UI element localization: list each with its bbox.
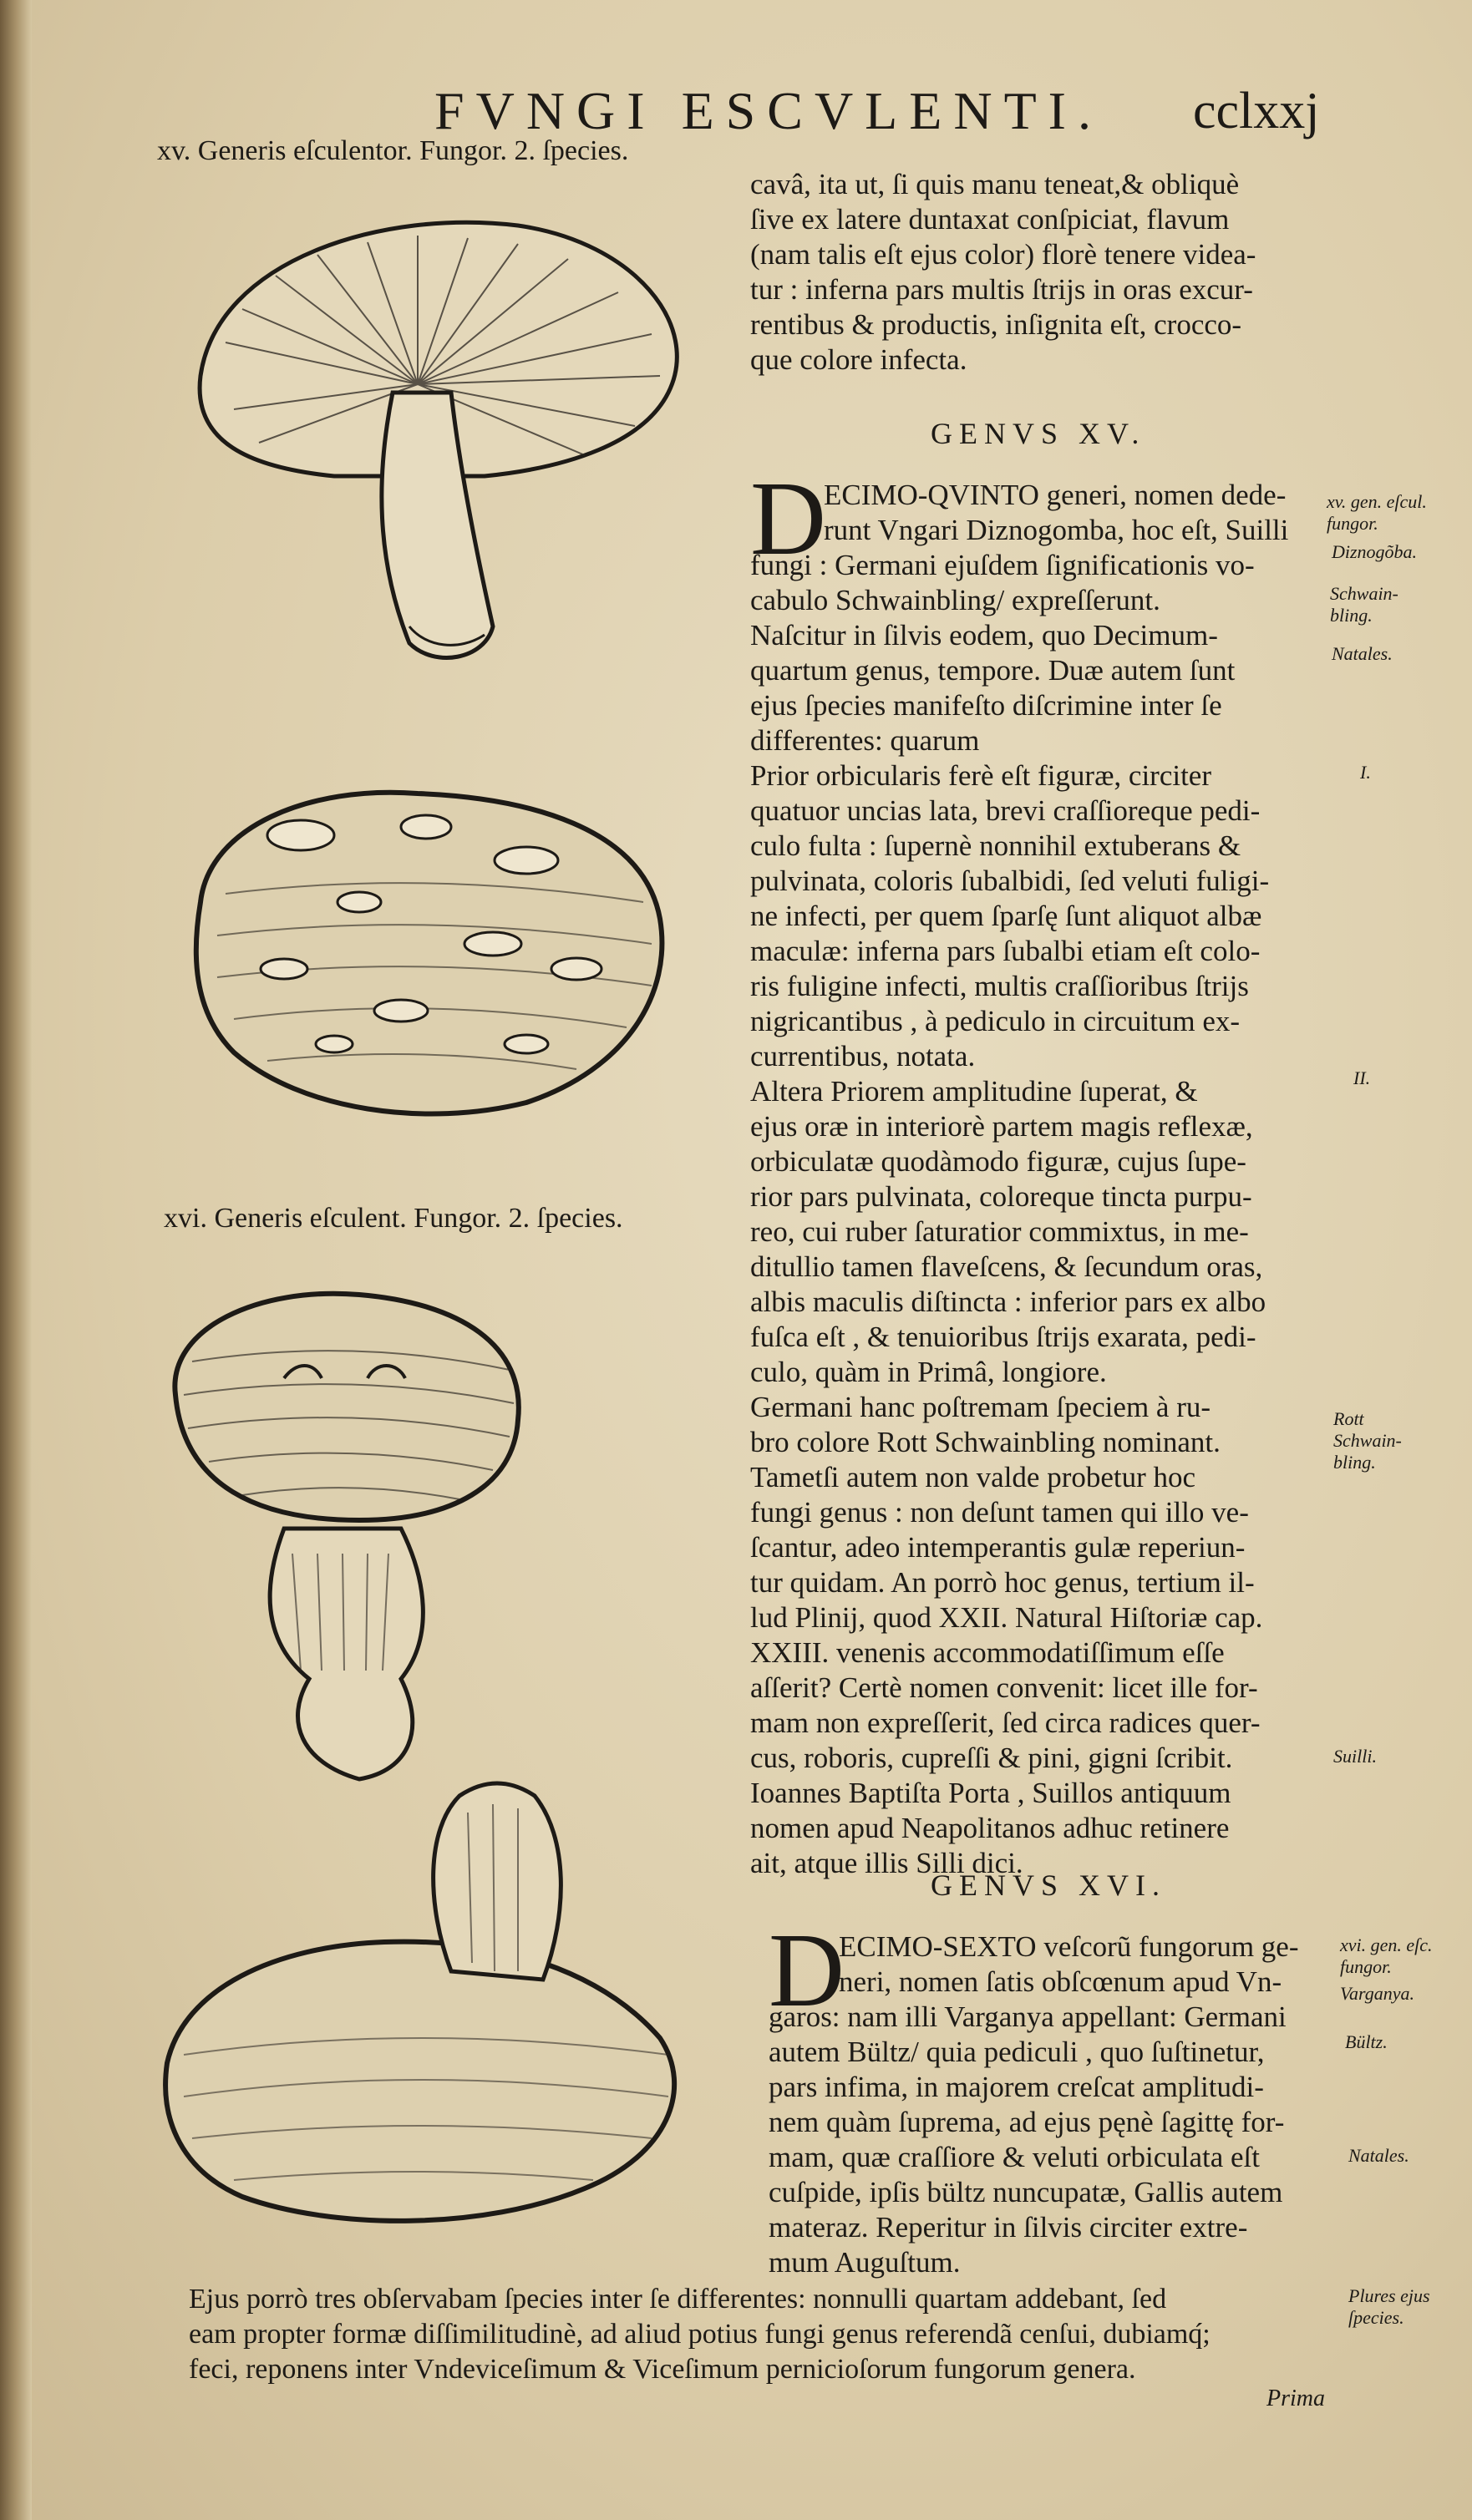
text-line: nomen apud Neapolitanos adhuc retinere [750, 1812, 1230, 1844]
text-line: Germani hanc poſtremam ſpeciem à ru- [750, 1391, 1211, 1423]
text-line: nigricantibus , à pediculo in circuitum ex- [750, 1005, 1241, 1037]
margin-note-xv-genus: xv. gen. eſcul. fungor. [1327, 491, 1427, 534]
text-line: reo, cui ruber ſaturatior commixtus, in me- [750, 1215, 1249, 1248]
text-line: fungi : Germani ejuſdem ſignificationis vo- [750, 549, 1255, 581]
text-line: rior pars pulvinata, coloreque tincta purpu- [750, 1180, 1252, 1213]
text-line: pars infima, in majorem creſcat amplitudi- [769, 2071, 1264, 2103]
text-line: lud Plinij, quod XXII. Natural Hiſtoriæ cap. [750, 1601, 1263, 1634]
text-line: rentibus & productis, inſignita eſt, crocco- [750, 308, 1242, 341]
catchword: Prima [1266, 2386, 1325, 2411]
text-line: tur : inferna pars multis ſtrijs in oras excur- [750, 273, 1253, 306]
text-line: pulvinata, coloris ſubalbidi, ſed veluti fuligi- [750, 865, 1270, 897]
text-line: differentes: quarum [750, 724, 980, 757]
text-line: neri, nomen ſatis obſcœnum apud Vn- [839, 1965, 1282, 1998]
drop-cap-xv: D [750, 461, 826, 577]
intro-paragraph [750, 167, 1256, 378]
book-gutter [0, 0, 32, 2520]
margin-note-rott-schwainbling: Rott Schwain- bling. [1333, 1408, 1402, 1473]
text-line: eam propter formæ diſſimilitudinè, ad aliud potius fungi genus referendã cenſui, dubiamq́; [189, 2319, 1211, 2350]
text-line: tur quidam. An porrò hoc genus, tertium il- [750, 1566, 1255, 1599]
margin-note-schwainbling: Schwain- bling. [1330, 583, 1398, 626]
text-line: autem Bültz/ quia pediculi , quo ſuſtinetur, [769, 2036, 1265, 2068]
margin-note-diznogoba: Diznogõba. [1332, 541, 1418, 562]
text-line: nem quàm ſuprema, ad ejus pęnè ſagittę for- [769, 2106, 1285, 2138]
margin-note-suilli: Suilli. [1333, 1746, 1377, 1767]
text-line: cuſpide, ipſis bültz nuncupatæ, Gallis autem [769, 2176, 1283, 2208]
genus-xvi-opening [839, 1929, 1299, 2000]
woodcut-bolete-bulbous [150, 1779, 735, 2247]
text-line: culo, quàm in Primâ, longiore. [750, 1356, 1107, 1388]
text-line: Ioannes Baptiſta Porta , Suillos antiquum [750, 1777, 1231, 1809]
woodcut-mushroom-gilled [167, 192, 702, 693]
text-line: feci, reponens inter Vndeviceſimum & Viceſimum pernicioſorum fungorum genera. [189, 2354, 1136, 2385]
text-line: (nam talis eſt ejus color) florè tenere videa- [750, 238, 1256, 271]
text-line: maculæ: inferna pars ſubalbi etiam eſt colo- [750, 935, 1261, 967]
text-line: que colore infecta. [750, 343, 967, 376]
margin-note-numeral-i: I. [1360, 762, 1371, 783]
genus-xv-body [750, 548, 1269, 1881]
text-line: mum Auguſtum. [769, 2246, 961, 2279]
running-title: FVNGI ESCVLENTI. [434, 81, 1103, 140]
section-heading-genus-xv: GENVS XV. [931, 417, 1146, 450]
text-line: ECIMO-QVINTO generi, nomen dede- [824, 479, 1287, 511]
text-line: ne infecti, per quem ſparſę ſunt aliquot albæ [750, 900, 1262, 932]
genus-xvi-body [769, 2000, 1287, 2280]
text-line: quartum genus, tempore. Duæ autem ſunt [750, 654, 1236, 687]
text-line: ris fuligine infecti, multis craſſioribus ſtrijs [750, 970, 1249, 1002]
text-line: mam non expreſſerit, ſed circa radices quer- [750, 1706, 1261, 1739]
text-line: Naſcitur in ſilvis eodem, quo Decimum- [750, 619, 1218, 652]
section-heading-genus-xvi: GENVS XVI. [931, 1868, 1166, 1902]
text-line: quatuor uncias lata, brevi craſſioreque pedi- [750, 794, 1261, 827]
text-line: cus, roboris, cupreſſi & pini, gigni ſcribit. [750, 1742, 1233, 1774]
figure-caption-xv: xv. Generis eſculentor. Fungor. 2. ſpecies. [157, 135, 629, 166]
margin-note-bultz: Bültz. [1345, 2031, 1388, 2052]
text-line: aſſerit? Certè nomen convenit: licet ille for- [750, 1671, 1258, 1704]
text-line: Ejus porrò tres obſervabam ſpecies inter ſe differentes: nonnulli quartam addebant, ſed [189, 2284, 1167, 2315]
text-line: ejus ſpecies manifeſto diſcrimine inter ſe [750, 689, 1222, 722]
text-line: XXIII. venenis accommodatiſſimum eſſe [750, 1636, 1225, 1669]
margin-note-varganya: Varganya. [1340, 1983, 1415, 2004]
text-line: ſive ex latere duntaxat conſpiciat, flavum [750, 203, 1230, 236]
text-line: currentibus, notata. [750, 1040, 976, 1072]
text-line: ait, atque illis Silli dici. [750, 1847, 1023, 1879]
text-line: cabulo Schwainbling/ expreſſerunt. [750, 584, 1160, 616]
woodcut-mushroom-spotted-cap [175, 777, 677, 1128]
text-line: Altera Priorem amplitudine ſuperat, & [750, 1075, 1198, 1108]
text-line: ditullio tamen flaveſcens, & ſecundum oras, [750, 1250, 1263, 1283]
folio-number: cclxxj [1193, 83, 1320, 139]
text-line: mam, quæ craſſiore & veluti orbiculata eſt [769, 2141, 1261, 2173]
text-line: garos: nam illi Varganya appellant: Germani [769, 2000, 1287, 2033]
margin-note-numeral-ii: II. [1353, 1067, 1371, 1088]
text-line: culo fulta : ſupernè nonnihil extuberans & [750, 829, 1241, 862]
text-line: runt Vngari Diznogomba, hoc eſt, Suilli [824, 514, 1289, 546]
figure-caption-xvi: xvi. Generis eſculent. Fungor. 2. ſpecies. [164, 1203, 623, 1234]
drop-cap-xvi: D [769, 1913, 845, 2029]
margin-note-plures: Plures ejus ſpecies. [1348, 2285, 1430, 2328]
woodcut-bolete-upright [159, 1278, 543, 1796]
text-line: Prior orbicularis ferè eſt figuræ, circiter [750, 759, 1212, 792]
text-line: materaz. Reperitur in ſilvis circiter extre- [769, 2211, 1248, 2244]
closing-paragraph [189, 2282, 1211, 2387]
text-line: albis maculis diſtincta : inferior pars ex albo [750, 1285, 1266, 1318]
text-line: cavâ, ita ut, ſi quis manu teneat,& obliquè [750, 168, 1240, 200]
text-line: fuſca eſt , & tenuioribus ſtrijs exarata, pedi- [750, 1321, 1256, 1353]
text-line: Tametſi autem non valde probetur hoc [750, 1461, 1196, 1493]
margin-note-xvi-genus: xvi. gen. eſc. fungor. [1340, 1934, 1433, 1977]
margin-note-natales: Natales. [1332, 643, 1393, 664]
text-line: orbiculatæ quodàmodo figuræ, cujus ſupe- [750, 1145, 1246, 1178]
genus-xv-opening [824, 478, 1288, 548]
text-line: ejus oræ in interiorè partem magis reflexæ, [750, 1110, 1253, 1143]
text-line: fungi genus : non deſunt tamen qui illo ve- [750, 1496, 1249, 1529]
text-line: ſcantur, adeo intemperantis gulæ reperiun- [750, 1531, 1246, 1564]
text-line: ECIMO-SEXTO veſcorũ fungorum ge- [839, 1930, 1299, 1963]
margin-note-natales-2: Natales. [1348, 2145, 1409, 2166]
text-line: bro colore Rott Schwainbling nominant. [750, 1426, 1221, 1458]
